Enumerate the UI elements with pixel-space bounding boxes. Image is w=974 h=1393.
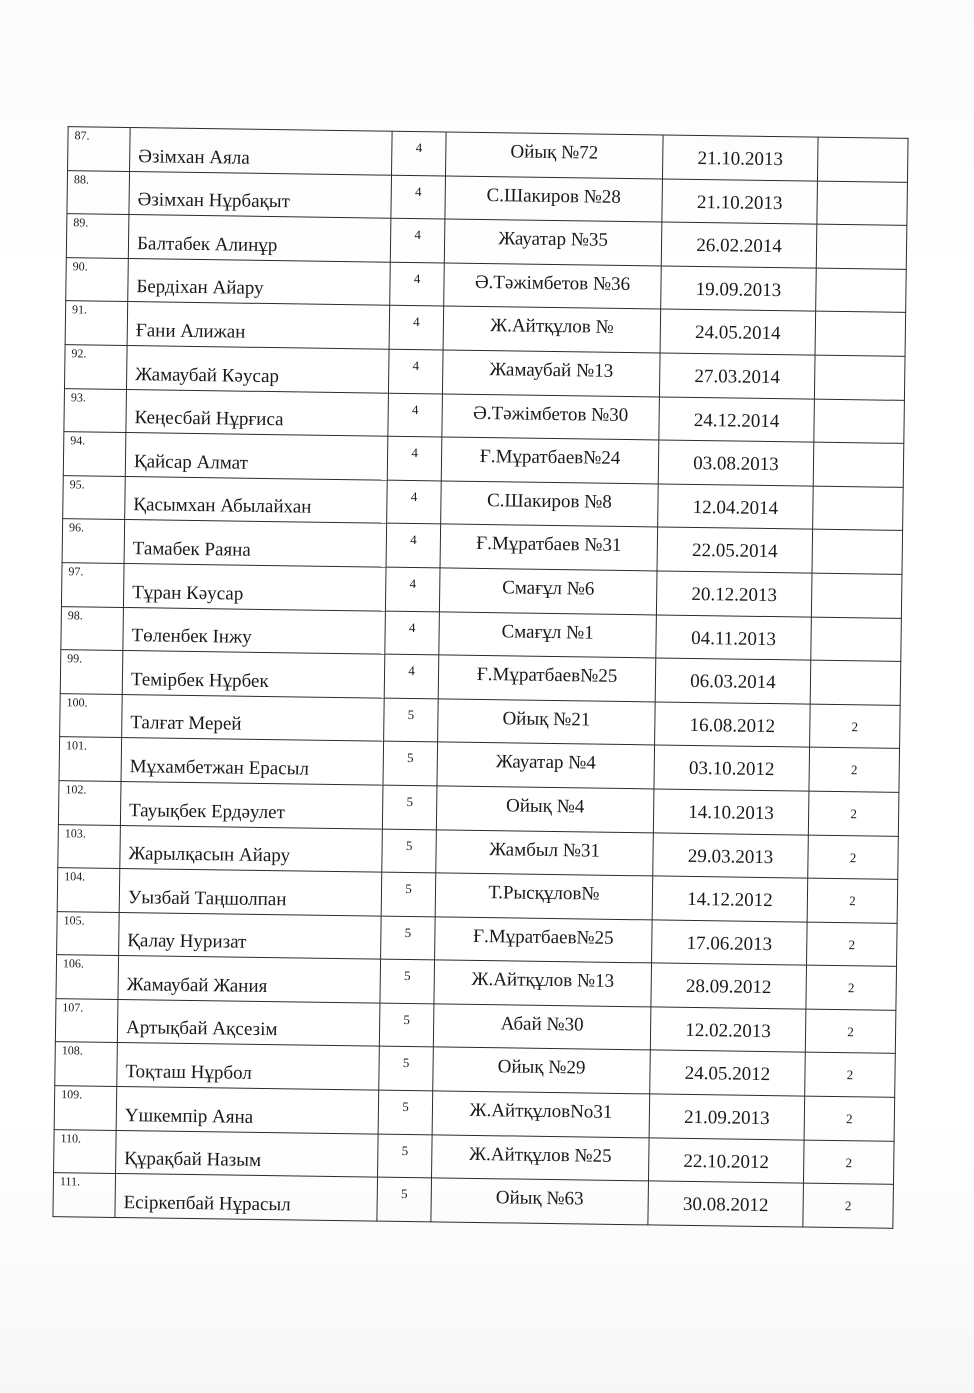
grade-cell: 5 [382,785,437,829]
address-cell: Ғ.Мұратбаев№25 [438,655,656,702]
extra-cell: 2 [809,747,900,792]
birth-date-cell: 24.05.2012 [650,1050,806,1096]
birth-date-cell: 12.02.2013 [650,1007,806,1053]
student-name: Тамабек Раяна [124,520,387,567]
address-cell: Жауатар №4 [437,742,655,789]
address-cell: Жамбыл №31 [436,829,654,876]
birth-date-cell: 03.10.2012 [654,745,810,791]
extra-cell [814,399,905,444]
student-name: Тауықбек Ердәулет [120,781,383,828]
row-number: 97. [61,563,124,607]
row-number: 95. [63,475,126,519]
student-name: Ғани Алижан [127,302,390,349]
birth-date-cell: 20.12.2013 [656,571,812,617]
student-name: Құрақбай Назым [116,1130,379,1177]
student-name: Балтабек Алинұр [128,215,391,262]
extra-cell: 2 [808,835,899,880]
row-number: 89. [66,214,129,258]
extra-cell: 2 [805,1053,896,1098]
grade-cell: 5 [381,872,436,916]
student-name: Талғат Мерей [122,694,385,741]
row-number: 108. [55,1042,118,1086]
birth-date-cell: 30.08.2012 [648,1181,804,1227]
birth-date-cell: 06.03.2014 [655,658,811,704]
grade-cell: 5 [382,829,437,873]
extra-cell [813,442,904,487]
row-number: 102. [58,781,121,825]
row-number: 90. [66,257,129,301]
row-number: 98. [61,606,124,650]
address-cell: Смағұл №6 [439,568,657,615]
address-cell: Ойық №4 [436,786,654,833]
birth-date-cell: 03.08.2013 [658,440,814,486]
address-cell: С.Шакиров №8 [441,481,659,528]
extra-cell [810,660,901,705]
student-name: Мұхамбетжан Ерасыл [121,738,384,785]
row-number: 106. [56,955,119,999]
row-number: 100. [60,693,123,737]
grade-cell: 4 [386,524,441,568]
birth-date-cell: 21.10.2013 [662,135,818,181]
student-name: Әзімхан Нұрбақыт [129,171,392,218]
birth-date-cell: 29.03.2013 [653,832,809,878]
grade-cell: 5 [380,959,435,1003]
address-cell: Ж.Айтқұлов №13 [434,960,652,1007]
grade-cell: 5 [381,916,436,960]
row-number: 101. [59,737,122,781]
grade-cell: 5 [383,741,438,785]
student-name: Жарылқасын Айару [120,825,383,872]
birth-date-cell: 24.05.2014 [660,309,816,355]
grade-cell: 4 [385,567,440,611]
row-number: 109. [54,1086,117,1130]
student-name: Жамаубай Кәусар [126,346,389,393]
birth-date-cell: 04.11.2013 [656,614,812,660]
grade-cell: 4 [385,611,440,655]
extra-cell: 2 [803,1183,894,1228]
birth-date-cell: 21.10.2013 [662,179,818,225]
birth-date-cell: 17.06.2013 [652,920,808,966]
address-cell: Ж.АйтқұловNo31 [432,1091,650,1138]
row-number: 103. [58,824,121,868]
student-roster-table [52,126,908,1228]
birth-date-cell: 27.03.2014 [659,353,815,399]
row-number: 107. [55,998,118,1042]
grade-cell: 5 [379,1003,434,1047]
address-cell: Ғ.Мұратбаев №31 [440,524,658,571]
student-name: Есіркепбай Нұрасыл [115,1174,378,1221]
address-cell: Абай №30 [433,1004,651,1051]
grade-cell: 4 [388,349,443,393]
address-cell: Ә.Тәжімбетов №30 [442,394,660,441]
extra-cell [811,617,902,662]
address-cell: Ә.Тәжімбетов №36 [444,263,662,310]
address-cell: Жамаубай №13 [442,350,660,397]
grade-cell: 4 [387,436,442,480]
student-name: Артықбай Ақсезім [117,999,380,1046]
student-name: Әзімхан Аяла [130,128,393,175]
grade-cell: 5 [378,1134,433,1178]
address-cell: Ойық №72 [446,132,664,179]
address-cell: Смағұл №1 [439,611,657,658]
student-name: Төленбек Інжу [123,607,386,654]
grade-cell: 5 [379,1047,434,1091]
extra-cell [812,529,903,574]
extra-cell [813,486,904,531]
extra-cell: 2 [807,878,898,923]
address-cell: Ойық №63 [431,1178,649,1225]
birth-date-cell: 14.12.2012 [652,876,808,922]
birth-date-cell: 21.09.2013 [649,1094,805,1140]
student-name: Темірбек Нұрбек [122,651,385,698]
student-name: Үшкемпір Аяна [116,1087,379,1134]
grade-cell: 4 [390,218,445,262]
student-name: Кеңесбай Нұрғиса [126,389,389,436]
grade-cell: 4 [389,306,444,350]
student-name: Қайсар Алмат [125,433,388,480]
extra-cell: 2 [807,922,898,967]
row-number: 110. [54,1129,117,1173]
extra-cell: 2 [803,1140,894,1185]
student-name: Қалау Нуризат [119,912,382,959]
address-cell: Ж.Айтқұлов № [443,306,661,353]
grade-cell: 5 [377,1177,432,1221]
extra-cell: 2 [806,965,897,1010]
grade-cell: 4 [388,393,443,437]
extra-cell: 2 [810,704,901,749]
student-name: Уызбай Таңшолпан [119,869,382,916]
grade-cell: 5 [384,698,439,742]
grade-cell: 4 [390,262,445,306]
address-cell: Ойық №29 [433,1047,651,1094]
address-cell: Ғ.Мұратбаев№25 [435,917,653,964]
student-name: Бердіхан Айару [128,258,391,305]
grade-cell: 4 [392,131,447,175]
student-name: Тоқташ Нұрбол [117,1043,380,1090]
birth-date-cell: 24.12.2014 [659,397,815,443]
grade-cell: 5 [378,1090,433,1134]
address-cell: Ж.Айтқұлов №25 [432,1135,650,1182]
student-name: Жамаубай Жания [118,956,381,1003]
extra-cell: 2 [804,1096,895,1141]
extra-cell [816,224,907,269]
extra-cell [817,181,908,226]
row-number: 104. [57,868,120,912]
row-number: 87. [68,127,131,171]
birth-date-cell: 16.08.2012 [655,702,811,748]
grade-cell: 4 [387,480,442,524]
birth-date-cell: 19.09.2013 [661,266,817,312]
row-number: 105. [57,911,120,955]
birth-date-cell: 26.02.2014 [661,222,817,268]
row-number: 94. [63,432,126,476]
extra-cell [817,137,908,182]
row-number: 96. [62,519,125,563]
extra-cell [811,573,902,618]
address-cell: Жауатар №35 [444,219,662,266]
extra-cell [814,355,905,400]
row-number: 88. [67,170,130,214]
address-cell: Т.Рысқұлов№ [435,873,653,920]
address-cell: Ғ.Мұратбаев№24 [441,437,659,484]
birth-date-cell: 22.10.2012 [648,1138,804,1184]
extra-cell: 2 [805,1009,896,1054]
grade-cell: 4 [384,654,439,698]
roster-body [53,127,908,1228]
extra-cell [815,312,906,357]
row-number: 91. [65,301,128,345]
row-number: 99. [60,650,123,694]
address-cell: Ойық №21 [438,699,656,746]
student-name: Тұран Кәусар [123,563,386,610]
row-number: 93. [64,388,127,432]
extra-cell [816,268,907,313]
student-name: Қасымхан Абылайхан [125,476,388,523]
birth-date-cell: 14.10.2013 [653,789,809,835]
grade-cell: 4 [391,175,446,219]
birth-date-cell: 12.04.2014 [658,484,814,530]
row-number: 111. [53,1173,116,1217]
birth-date-cell: 28.09.2012 [651,963,807,1009]
row-number: 92. [64,345,127,389]
address-cell: С.Шакиров №28 [445,176,663,223]
extra-cell: 2 [808,791,899,836]
birth-date-cell: 22.05.2014 [657,527,813,573]
